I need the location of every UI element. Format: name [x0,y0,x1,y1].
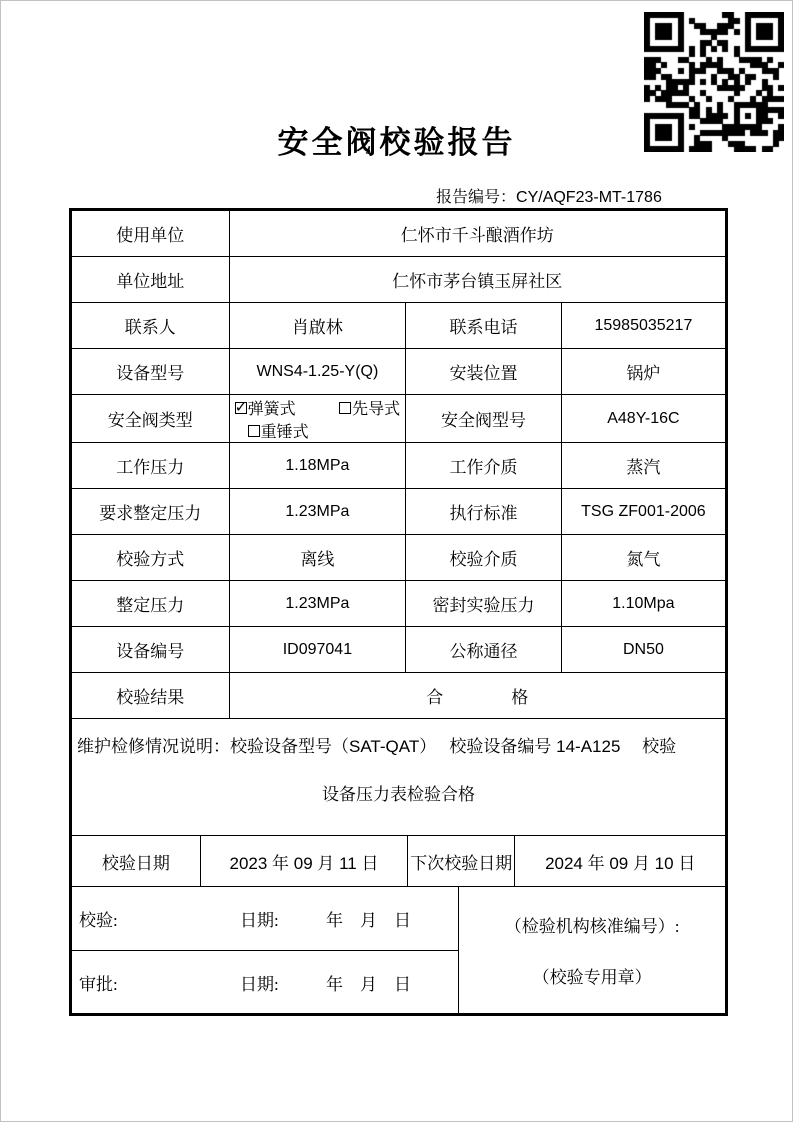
field-label: 安全阀型号 [406,395,562,443]
valve-type-options [229,395,406,443]
dates-table [71,835,726,887]
page-title: 安全阀校验报告 [277,125,516,160]
field-value: DN50 [561,627,725,673]
date-label: 日期: [240,974,279,994]
field-label: 使用单位 [72,211,230,257]
valve-type-row [72,395,726,443]
field-value: WNS4-1.25-Y(Q) [229,349,406,395]
table-row [72,443,726,489]
field-value: 离线 [229,535,406,581]
option-pilot-type [339,396,400,419]
signature-role-label: 审批: [79,974,118,994]
field-value: 肖啟林 [229,303,406,349]
signature-row-calibrator [72,887,726,951]
checkbox-unchecked-icon [248,425,260,437]
field-label: 校验日期 [72,836,201,887]
field-value: 仁怀市千斗酿酒作坊 [229,211,725,257]
field-label: 工作压力 [72,443,230,489]
result-row [72,673,726,719]
maintenance-line2: 设备压力表检验合格 [322,785,475,804]
table-row [72,581,726,627]
maintenance-line1: 维护检修情况说明：校验设备型号（SAT-QAT） 校验设备编号 14-A125 校验 [77,737,677,756]
field-value: 15985035217 [561,303,725,349]
field-label: 执行标准 [406,489,562,535]
signature-role-label: 校验: [79,911,118,930]
field-label: 校验结果 [72,673,230,719]
option-label: 弹簧式 [247,401,296,418]
report-number [436,184,662,207]
signature-table [71,886,726,1014]
option-label: 先导式 [352,401,401,418]
field-value: 1.23MPa [229,489,406,535]
option-spring-type [235,396,296,419]
approver-signature-line [72,951,459,1014]
checkbox-checked-icon [235,402,247,414]
field-value: 仁怀市茅台镇玉屏社区 [229,257,725,303]
maintenance-note [72,719,726,836]
table-row [72,257,726,303]
field-label: 联系电话 [406,303,562,349]
ymd-placeholder: 年 月 日 [326,974,411,994]
agency-approval-number-label: （检验机构核准编号）: [504,917,680,936]
calibration-seal-label: （校验专用章） [532,968,652,987]
field-label: 设备编号 [72,627,230,673]
next-calibration-date-value: 2024 年 09 月 10 日 [515,836,726,887]
field-value: 氮气 [561,535,725,581]
report-number-label: 报告编号： [436,189,517,206]
field-value: 蒸汽 [561,443,725,489]
option-weight-type [248,419,309,442]
dates-row [72,836,726,887]
result-value: 合 格 [229,673,725,719]
table-row [72,535,726,581]
report-table [69,208,728,1016]
field-label: 设备型号 [72,349,230,395]
table-row [72,303,726,349]
field-label: 安装位置 [406,349,562,395]
report-number-value: CY/AQF23-MT-1786 [516,189,662,206]
field-label: 单位地址 [72,257,230,303]
field-label: 校验介质 [406,535,562,581]
field-label: 公称通径 [406,627,562,673]
ymd-placeholder: 年 月 日 [326,911,411,930]
field-value: 锅炉 [561,349,725,395]
field-value: 1.10Mpa [561,581,725,627]
field-label: 联系人 [72,303,230,349]
maintenance-row [72,719,726,836]
table-row [72,627,726,673]
table-row [72,489,726,535]
field-value: ID097041 [229,627,406,673]
field-value: TSG ZF001-2006 [561,489,725,535]
field-value: A48Y-16C [561,395,725,443]
table-row [72,211,726,257]
field-label: 整定压力 [72,581,230,627]
info-table [71,210,726,719]
field-label: 密封实验压力 [406,581,562,627]
calibration-date-value: 2023 年 09 月 11 日 [200,836,407,887]
checkbox-unchecked-icon [339,402,351,414]
field-label: 校验方式 [72,535,230,581]
field-label: 工作介质 [406,443,562,489]
field-label: 安全阀类型 [72,395,230,443]
calibrator-signature-line [72,887,459,951]
field-value: 1.18MPa [229,443,406,489]
field-value: 1.23MPa [229,581,406,627]
stamp-area [459,887,726,1014]
maintenance-table [71,718,726,836]
field-label: 要求整定压力 [72,489,230,535]
field-label: 下次校验日期 [408,836,515,887]
date-label: 日期: [240,911,279,930]
table-row [72,349,726,395]
option-label: 重锤式 [260,424,309,441]
